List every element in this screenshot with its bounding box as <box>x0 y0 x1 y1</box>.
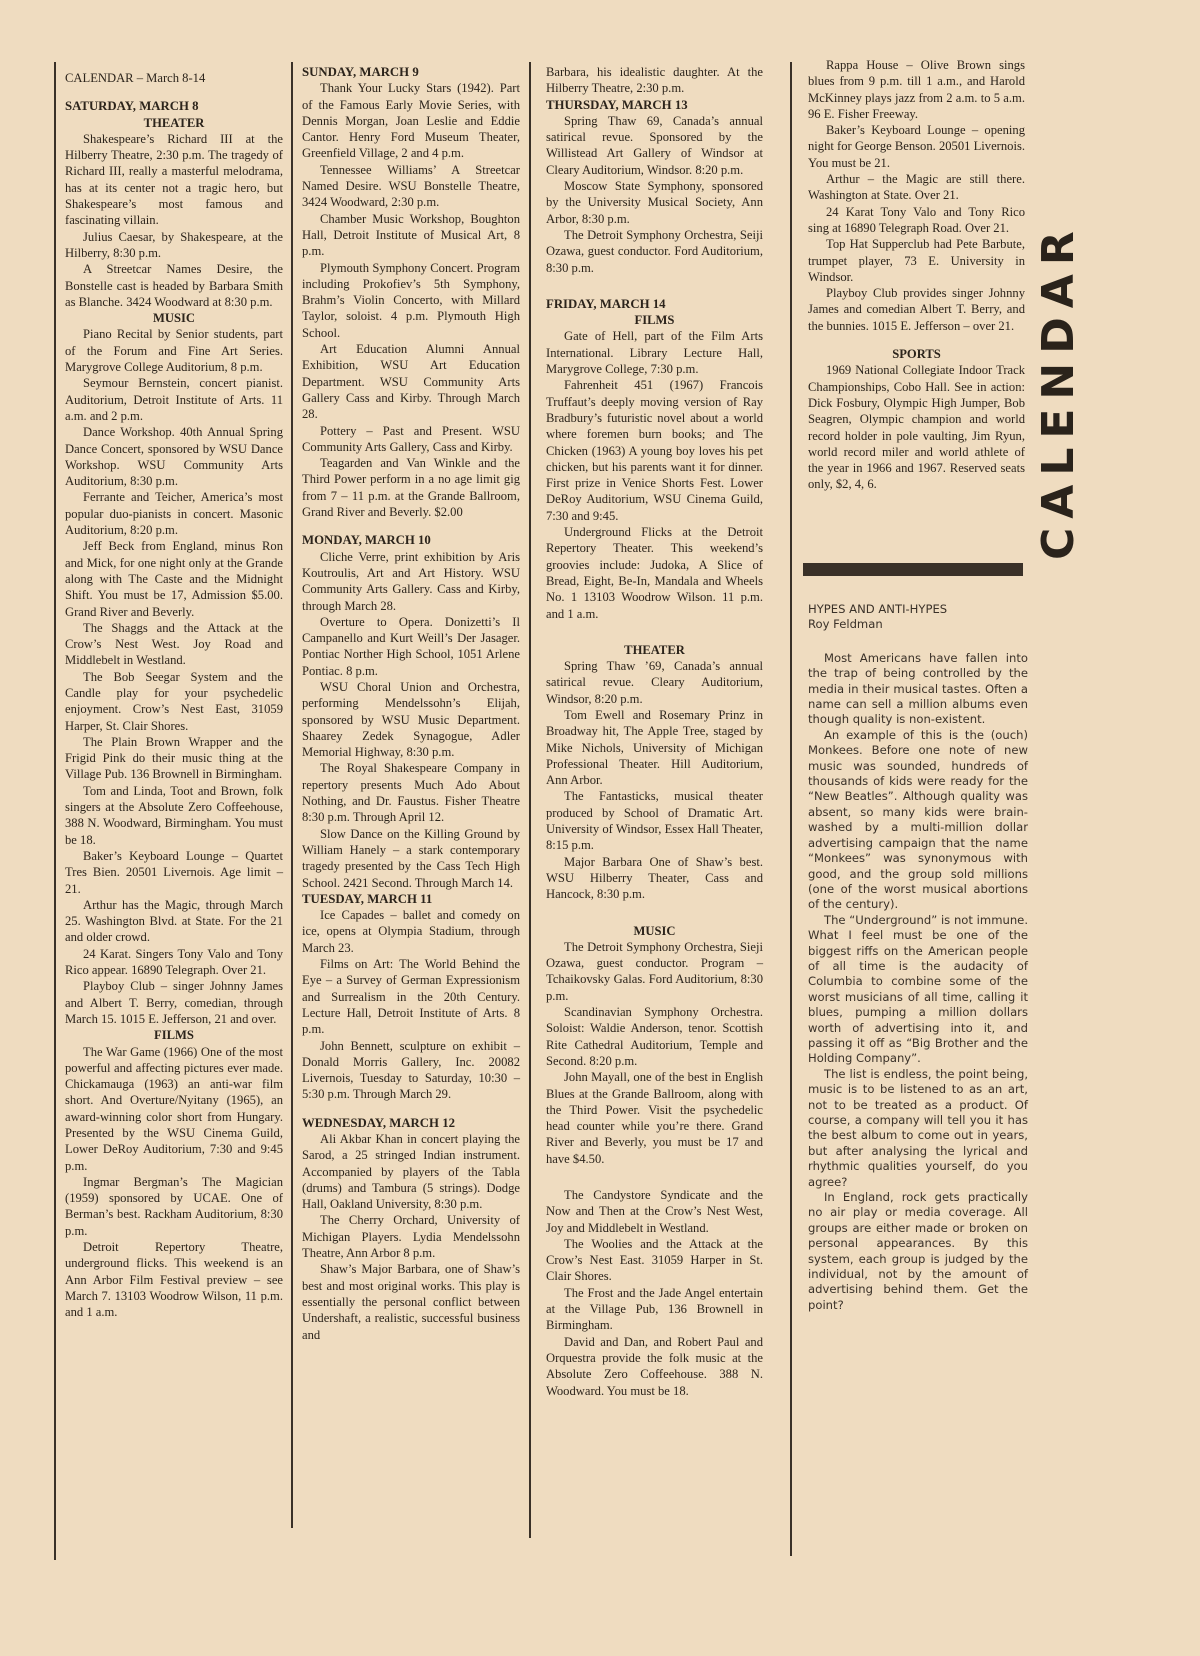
section-heading-music: MUSIC <box>633 923 676 938</box>
listing: Cliche Verre, print exhibition by Aris Koutroulis, Art and Art History. WSU Community Arts Gallery. Cass and Kirby, through March 28. <box>302 549 520 613</box>
listing: 1969 National Collegiate Indoor Track Championships, Cobo Hall. See in action: Dick Fosbury, Olympic High Jumper, Bob Seagren, Olympic champion and world record holder in pole vaulting, Jim Ryun, world record miler and world athlete of the year in 1966 and 1967. Reserved seats only, $2, 4, 6. <box>808 363 1025 492</box>
listing: John Bennett, sculpture on exhibit – Donald Morris Gallery, Inc. 20082 Livernois, Tuesday to Saturday, 10:30 – 5:30 p.m. Through March 29. <box>302 1038 520 1102</box>
listing: 24 Karat. Singers Tony Valo and Tony Rico appear. 16890 Telegraph. Over 21. <box>65 946 283 978</box>
listing: Top Hat Supperclub had Pete Barbute, trumpet player, 73 E. University in Windsor. <box>808 237 1025 284</box>
listing: Tom Ewell and Rosemary Prinz in Broadway hit, The Apple Tree, staged by Mike Nichols, University of Michigan Professional Theater. Hill Auditorium, Ann Arbor. <box>546 707 763 788</box>
listing: The Frost and the Jade Angel entertain at the Village Pub, 136 Brownell in Birmingham. <box>546 1285 763 1333</box>
essay-paragraph: In England, rock gets practically no air play or media coverage. All groups are either made or broken on personal appearances. By this system, each group is judged by the individual, not by the amount of advertising behind them. Get the point? <box>808 1190 1028 1312</box>
listing: Teagarden and Van Winkle and the Third Power perform in a no age limit gig from 7 – 11 p.m. at the Grande Ballroom, Grand River and Beverly. $2.00 <box>302 456 520 520</box>
column-rule-1 <box>54 62 56 1560</box>
section-heading-theater: THEATER <box>624 642 685 657</box>
listing: The Woolies and the Attack at the Crow’s Nest East. 31059 Harper in St. Clair Shores. <box>546 1236 763 1284</box>
section-heading-sports: SPORTS <box>892 347 941 362</box>
listing: The Detroit Symphony Orchestra, Seiji Ozawa, guest conductor. Ford Auditorium, 8:30 p.m. <box>546 227 763 275</box>
column-rule-2 <box>291 62 293 1528</box>
listing-continued: Barbara, his idealistic daughter. At the Hilberry Theatre, 2:30 p.m. <box>546 65 763 96</box>
listing: Ali Akbar Khan in concert playing the Sarod, a 25 stringed Indian instrument. Accompanied by players of the Tabla (drums) and Tambura (5 strings). Dodge Hall, Oakland University, 8:30 p.m. <box>302 1132 520 1212</box>
day-heading-monday: MONDAY, MARCH 10 <box>302 533 431 548</box>
listing: The Cherry Orchard, University of Michigan Players. Lydia Mendelssohn Theatre, Ann Arbor 8 p.m. <box>302 1213 520 1261</box>
calendar-vertical-title <box>1033 222 1085 560</box>
essay-title: HYPES AND ANTI-HYPES <box>808 602 948 616</box>
listing: David and Dan, and Robert Paul and Orquestra provide the folk music at the Absolute Zero Coffeehouse. 388 N. Woodward. You must be 18. <box>546 1334 763 1398</box>
listing: Detroit Repertory Theatre, underground flicks. This weekend is an Ann Arbor Film Festival preview – see March 7. 13103 Woodrow Wilson, 11 p.m. and 1 a.m. <box>65 1240 283 1320</box>
listing: 24 Karat Tony Valo and Tony Rico sing at 16890 Telegraph Road. Over 21. <box>808 204 1025 235</box>
day-heading-friday: FRIDAY, MARCH 14 <box>546 296 666 311</box>
essay-paragraph: Most Americans have fallen into the trap of being controlled by the media in their musical tastes. Often a name can sell a million albums even though quality is non-existent. <box>808 650 1028 727</box>
listing: Slow Dance on the Killing Ground by William Hanely – a stark contemporary tragedy presented by the Cass Tech High School. 2421 Second. Through March 14. <box>302 826 520 890</box>
listing: Piano Recital by Senior students, part of the Forum and Fine Art Series. Marygrove College Auditorium, 8 p.m. <box>65 327 283 375</box>
day-heading-wednesday: WEDNESDAY, MARCH 12 <box>302 1115 455 1130</box>
listing: Tom and Linda, Toot and Brown, folk singers at the Absolute Zero Coffeehouse, 388 N. Woodward, Birmingham. You must be 18. <box>65 783 283 847</box>
listing: Baker’s Keyboard Lounge – opening night for George Benson. 20501 Livernois. You must be 21. <box>808 123 1025 170</box>
listing: Arthur has the Magic, through March 25. Washington Blvd. at State. For the 21 and older crowd. <box>65 897 283 945</box>
listing: Pottery – Past and Present. WSU Community Arts Gallery, Cass and Kirby. <box>302 423 520 454</box>
listing: Ice Capades – ballet and comedy on ice, opens at Olympia Stadium, through March 23. <box>302 908 520 955</box>
column-3 <box>546 64 763 1399</box>
column-rule-3 <box>529 62 531 1538</box>
listing: John Mayall, one of the best in English Blues at the Grande Ballroom, along with the Third Power. Visit the psychedelic head counter while you’re there. Grand River and Beverly, you must be 17 and have $4.50. <box>546 1070 763 1166</box>
essay-paragraph: An example of this is the (ouch) Monkees. Before one note of new music was sounded, hundreds of thousands of kids were ready for the “New Beatles”. Although quality was absent, so many kids were brain-washed by a multi-million dollar advertising campaign that the name “Monkees” was synonymous with good, and the group sold millions (one of the worst musical abortions of the century). <box>808 727 1028 912</box>
listing: Rappa House – Olive Brown sings blues from 9 p.m. till 1 a.m., and Harold McKinney plays jazz from 2 a.m. to 5 a.m. 96 E. Fisher Freeway. <box>808 58 1025 121</box>
essay-article <box>808 602 1028 1313</box>
listing: Baker’s Keyboard Lounge – Quartet Tres Bien. 20501 Livernois. Age limit – 21. <box>65 848 283 896</box>
essay-paragraph: The “Underground” is not immune. What I feel must be one of the biggest riffs on the American people of all time is the audacity of Columbia to combine some of the worst musicians of all time, calling it blues, pumping a million dollars worth of advertising into it, and passing it off as “Big Brother and the Holding Company”. <box>808 912 1028 1066</box>
essay-author: Roy Feldman <box>808 617 883 632</box>
listing: Ferrante and Teicher, America’s most popular duo-pianists in concert. Masonic Auditorium, 8:20 p.m. <box>65 490 283 538</box>
listing: Spring Thaw ’69, Canada’s annual satirical revue. Cleary Auditorium, Windsor, 8:20 p.m. <box>546 659 763 706</box>
listing: Seymour Bernstein, concert pianist. Auditorium, Detroit Institute of Arts. 11 a.m. and 2 p.m. <box>65 376 283 423</box>
listing: The Royal Shakespeare Company in repertory presents Much Ado About Nothing, and Dr. Faustus. Fisher Theatre 8:30 p.m. Through April 12. <box>302 761 520 825</box>
listing: Scandinavian Symphony Orchestra. Soloist: Waldie Anderson, tenor. Scottish Rite Cathedral Auditorium, Temple and Second. 8:20 p.m. <box>546 1005 763 1068</box>
listing: A Streetcar Names Desire, the Bonstelle cast is headed by Barbara Smith as Blanche. 3424 Woodward at 8:30 p.m. <box>65 262 283 309</box>
column-4 <box>808 57 1025 493</box>
listing: Gate of Hell, part of the Film Arts International. Library Lecture Hall, Marygrove College, 7:30 p.m. <box>546 329 763 377</box>
listing: Tennessee Williams’ A Streetcar Named Desire. WSU Bonstelle Theatre, 3424 Woodward, 2:30 p.m. <box>302 162 520 210</box>
listing: Ingmar Bergman’s The Magician (1959) sponsored by UCAE. One of Berman’s best. Rackham Auditorium, 8:30 p.m. <box>65 1174 283 1238</box>
section-divider-bar <box>803 563 1023 576</box>
listing: The Bob Seegar System and the Candle play for your psychedelic enjoyment. Crow’s Nest East, 31059 Harper, St. Clair Shores. <box>65 669 283 733</box>
day-heading-thursday: THURSDAY, MARCH 13 <box>546 97 688 112</box>
listing: The War Game (1966) One of the most powerful and affecting pictures ever made. Chickamauga (1963) an anti-war film short. And Overture/Nyitany (1965), an award-winning color short from Hungary. Presented by the WSU Cinema Guild, Lower DeRoy Auditorium, 7:30 and 9:45 p.m. <box>65 1044 283 1173</box>
listing: Julius Caesar, by Shakespeare, at the Hilberry, 8:30 p.m. <box>65 229 283 260</box>
column-rule-4 <box>790 62 792 1556</box>
day-heading-sunday: SUNDAY, MARCH 9 <box>302 65 419 79</box>
section-heading-theater: THEATER <box>143 115 205 130</box>
section-heading-music: MUSIC <box>153 311 195 326</box>
calendar-header: CALENDAR – March 8-14 <box>65 71 206 85</box>
column-2 <box>302 64 520 1343</box>
calendar-vertical-text: CALENDAR <box>1033 222 1084 560</box>
section-heading-films: FILMS <box>634 313 675 328</box>
listing: Playboy Club – singer Johnny James and Albert T. Berry, comedian, through March 15. 1015 E. Jefferson, 21 and over. <box>65 979 283 1026</box>
listing: The Shaggs and the Attack at the Crow’s Nest West. Joy Road and Middlebelt in Westland. <box>65 620 283 668</box>
listing: Dance Workshop. 40th Annual Spring Dance Concert, sponsored by WSU Dance Workshop. WSU Community Arts Auditorium, 8:30 p.m. <box>65 425 283 489</box>
listing: WSU Choral Union and Orchestra, performing Mendelssohn’s Elijah, sponsored by WSU Music Department. Shaarey Zedek Synagogue, Adler Memorial Highway, 8:30 p.m. <box>302 679 520 760</box>
column-1 <box>65 70 283 1321</box>
listing: The Candystore Syndicate and the Now and Then at the Crow’s Nest West, Joy and Middlebelt in Westland. <box>546 1188 763 1235</box>
listing: Shaw’s Major Barbara, one of Shaw’s best and most original works. This play is essentially the personal conflict between Undershaft, a realistic, successful business and <box>302 1262 520 1342</box>
listing: The Fantasticks, musical theater produced by School of Dramatic Art. University of Windsor, Essex Hall Theater, 8:15 p.m. <box>546 789 763 853</box>
listing: Thank Your Lucky Stars (1942). Part of the Famous Early Movie Series, with Dennis Morgan, Joan Leslie and Eddie Cantor. Henry Ford Museum Theater, Greenfield Village, 2 and 4 p.m. <box>302 81 520 161</box>
listing: Underground Flicks at the Detroit Repertory Theater. This weekend’s groovies include: Judoka, A Slice of Bread, Eight, Be-In, Mandala and Wheels No. 1 13103 Woodrow Wilson. 11 p.m. and 1 a.m. <box>546 525 763 621</box>
listing: The Plain Brown Wrapper and the Frigid Pink do their music thing at the Village Pub. 136 Brownell in Birmingham. <box>65 734 283 782</box>
listing: Films on Art: The World Behind the Eye – a Survey of German Expressionism and Surrealism in the 20th Century. Lecture Hall, Detroit Institute of Arts. 8 p.m. <box>302 957 520 1037</box>
listing: Overture to Opera. Donizetti’s Il Campanello and Kurt Weill’s Der Jasager. Pontiac Norther High School, 1051 Arlene Pontiac. 8 p.m. <box>302 614 520 678</box>
listing: Plymouth Symphony Concert. Program including Prokofiev’s 5th Symphony, Brahm’s Violin Concerto, with Millard Taylor, soloist. 4 p.m. Plymouth High School. <box>302 260 520 340</box>
listing: Chamber Music Workshop, Boughton Hall, Detroit Institute of Musical Art, 8 p.m. <box>302 211 520 259</box>
listing: Jeff Beck from England, minus Ron and Mick, for one night only at the Grande along with The Caste and the Midnight Shift. You must be 17, Admission $5.00. Grand River and Beverly. <box>65 539 283 619</box>
section-heading-films: FILMS <box>154 1028 194 1043</box>
listing: Major Barbara One of Shaw’s best. WSU Hilberry Theater, Cass and Hancock, 8:30 p.m. <box>546 854 763 902</box>
listing: Moscow State Symphony, sponsored by the University Musical Society, Ann Arbor, 8:30 p.m. <box>546 179 763 226</box>
listing: Arthur – the Magic are still there. Washington at State. Over 21. <box>808 172 1025 203</box>
listing: The Detroit Symphony Orchestra, Sieji Ozawa, guest conductor. Program – Tchaikovsky Galas. Ford Auditorium, 8:30 p.m. <box>546 939 763 1003</box>
listing: Shakespeare’s Richard III at the Hilberry Theatre, 2:30 p.m. The tragedy of Richard III, really a masterful melodrama, has at its center not a tragic hero, but Shakespeare’s most famous and fascinating villain. <box>65 131 283 228</box>
listing: Art Education Alumni Annual Exhibition, WSU Art Education Department. WSU Community Arts Gallery Cass and Kirby. Through March 28. <box>302 342 520 422</box>
listing: Spring Thaw 69, Canada’s annual satirical revue. Sponsored by the Willistead Art Gallery of Windsor at Cleary Auditorium, Windsor. 8:20 p.m. <box>546 113 763 177</box>
essay-paragraph: The list is endless, the point being, music is to be listened to as an art, not to be treated as a product. Of course, a company will tell you it has the best album to come out in years, but after analysing the lyrical and rhythmic qualities yourself, do you agree? <box>808 1066 1028 1189</box>
day-heading-saturday: SATURDAY, MARCH 8 <box>65 99 199 114</box>
listing: Playboy Club provides singer Johnny James and comedian Albert T. Berry, and the bunnies. 1015 E. Jefferson – over 21. <box>808 286 1025 333</box>
listing: Fahrenheit 451 (1967) Francois Truffaut’s deeply moving version of Ray Bradbury’s futuristic novel about a world where foremen burn books; and The Chicken (1963) A young boy loves his pet chicken, but his parents want it for dinner. First prize in Venice Shorts Fest. Lower DeRoy Auditorium, WSU Cinema Guild, 7:30 and 9:45. <box>546 378 763 523</box>
day-heading-tuesday: TUESDAY, MARCH 11 <box>302 891 433 906</box>
